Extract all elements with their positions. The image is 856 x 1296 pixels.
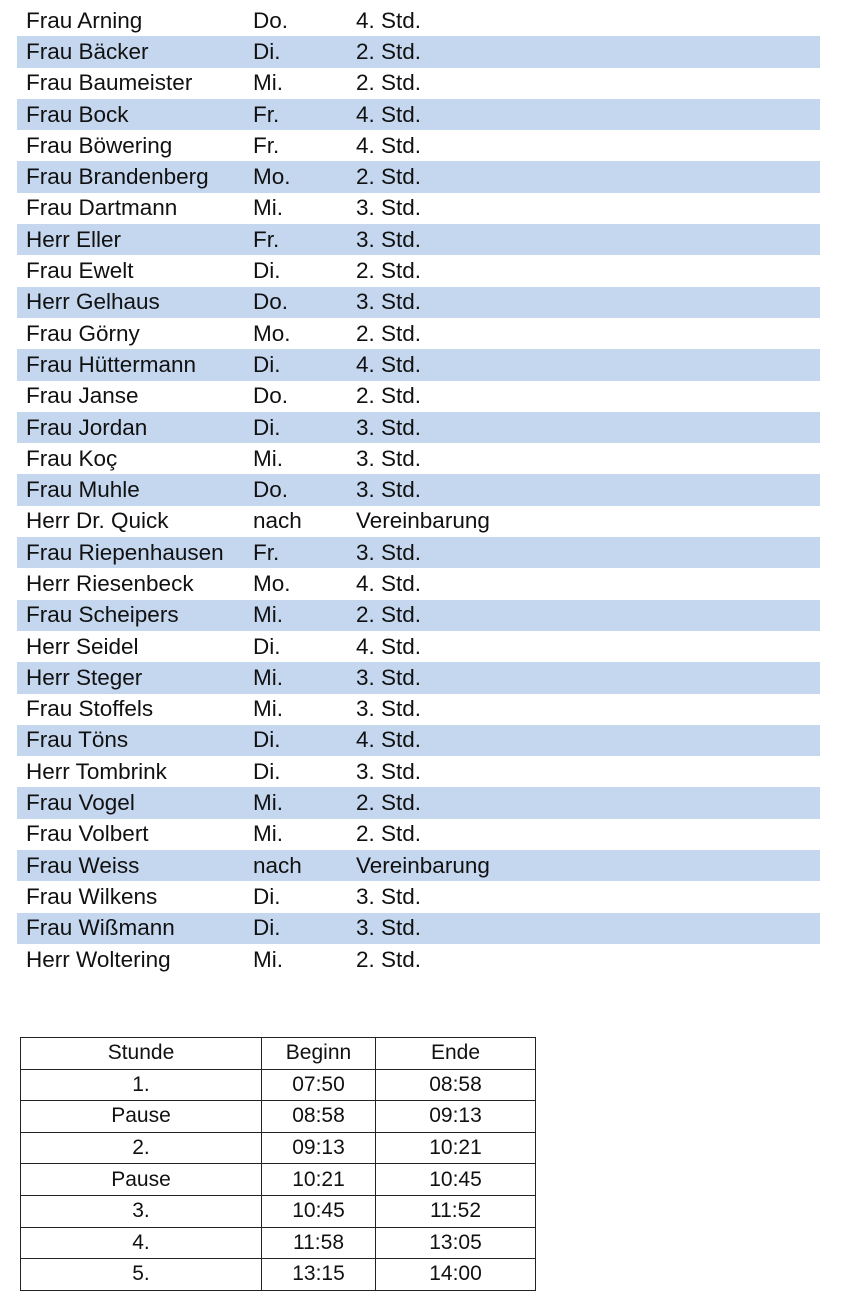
start-cell: 13:15 [262,1259,376,1291]
start-cell: 08:58 [262,1101,376,1133]
teacher-hour: 4. Std. [356,570,422,596]
teacher-name: Frau Baumeister [26,70,193,96]
teacher-row [17,193,820,224]
start-cell: 10:45 [262,1195,376,1227]
teacher-row [17,349,820,380]
header-stunde: Stunde [21,1038,262,1070]
teacher-day: nach [253,852,302,878]
teacher-name: Frau Weiss [26,852,140,878]
teacher-hour: 4. Std. [356,132,422,158]
teacher-row [17,506,820,537]
teacher-day: Di. [253,758,281,784]
teacher-name: Frau Volbert [26,821,149,847]
teacher-hour: 2. Std. [356,821,422,847]
teacher-row [17,631,820,662]
teacher-row [17,694,820,725]
teacher-row [17,662,820,693]
teacher-row [17,787,820,818]
teacher-name: Frau Jordan [26,414,148,440]
teacher-hour: 4. Std. [356,351,422,377]
teacher-hour: 3. Std. [356,414,422,440]
teacher-hour: 4. Std. [356,7,422,33]
teacher-name: Frau Dartmann [26,195,178,221]
teacher-day: Di. [253,414,281,440]
teacher-hour: 2. Std. [356,164,422,190]
teacher-hour: 2. Std. [356,946,422,972]
teacher-name: Frau Böwering [26,132,173,158]
start-cell: 07:50 [262,1069,376,1101]
teacher-name: Herr Steger [26,664,143,690]
teacher-day: Mi. [253,602,283,628]
teacher-name: Frau Vogel [26,790,135,816]
teacher-row [17,725,820,756]
teacher-row [17,537,820,568]
teacher-hour: 2. Std. [356,602,422,628]
teacher-hour: 2. Std. [356,790,422,816]
teacher-day: Di. [253,915,281,941]
teacher-hour: Vereinbarung [356,508,490,534]
period-cell: Pause [21,1101,262,1133]
schedule-row [21,1164,536,1196]
end-cell: 08:58 [376,1069,536,1101]
teacher-name: Frau Bäcker [26,38,149,64]
teacher-hour: 3. Std. [356,195,422,221]
teacher-hour: 3. Std. [356,289,422,315]
teacher-day: Do. [253,7,289,33]
teacher-day: Do. [253,383,289,409]
teacher-name: Frau Stoffels [26,696,154,722]
teacher-hour: 3. Std. [356,226,422,252]
teacher-name: Frau Riepenhausen [26,539,224,565]
teacher-day: Do. [253,289,289,315]
teacher-name: Frau Bock [26,101,129,127]
teacher-hour: 3. Std. [356,883,422,909]
period-cell: Pause [21,1164,262,1196]
teacher-name: Frau Koç [26,445,118,471]
teacher-day: Fr. [253,226,280,252]
teacher-day: Di. [253,727,281,753]
teacher-row [17,944,820,975]
teacher-day: Mo. [253,320,291,346]
teacher-name: Herr Riesenbeck [26,570,194,596]
teacher-row [17,318,820,349]
teacher-hour: 2. Std. [356,320,422,346]
teacher-day: Mi. [253,946,283,972]
end-cell: 10:45 [376,1164,536,1196]
teacher-day: Di. [253,258,281,284]
teacher-row [17,161,820,192]
teacher-name: Frau Töns [26,727,129,753]
teacher-name: Frau Wilkens [26,883,158,909]
teacher-consultation-list [17,5,820,975]
teacher-name: Herr Tombrink [26,758,167,784]
teacher-day: Mi. [253,195,283,221]
teacher-hour: 4. Std. [356,633,422,659]
schedule-row [21,1195,536,1227]
teacher-hour: 2. Std. [356,383,422,409]
teacher-day: Fr. [253,539,280,565]
teacher-row [17,255,820,286]
teacher-day: Mi. [253,445,283,471]
teacher-hour: 3. Std. [356,664,422,690]
header-ende: Ende [376,1038,536,1070]
teacher-day: Mo. [253,164,291,190]
teacher-name: Frau Görny [26,320,140,346]
schedule-row [21,1132,536,1164]
teacher-day: Mi. [253,664,283,690]
teacher-row [17,600,820,631]
schedule-row [21,1259,536,1291]
schedule-header-row [21,1038,536,1070]
teacher-name: Frau Scheipers [26,602,179,628]
schedule-row [21,1227,536,1259]
teacher-row [17,881,820,912]
end-cell: 13:05 [376,1227,536,1259]
teacher-name: Frau Janse [26,383,139,409]
teacher-day: Di. [253,38,281,64]
start-cell: 09:13 [262,1132,376,1164]
teacher-row [17,381,820,412]
teacher-name: Herr Dr. Quick [26,508,169,534]
teacher-row [17,819,820,850]
teacher-day: Do. [253,477,289,503]
teacher-name: Frau Brandenberg [26,164,209,190]
teacher-row [17,443,820,474]
teacher-row [17,99,820,130]
schedule-row [21,1069,536,1101]
period-cell: 3. [21,1195,262,1227]
teacher-hour: 3. Std. [356,539,422,565]
teacher-day: Mi. [253,696,283,722]
teacher-row [17,412,820,443]
teacher-hour: 3. Std. [356,477,422,503]
teacher-name: Frau Muhle [26,477,140,503]
period-schedule-table [20,1037,536,1291]
teacher-day: Fr. [253,132,280,158]
teacher-row [17,913,820,944]
end-cell: 09:13 [376,1101,536,1133]
teacher-hour: Vereinbarung [356,852,490,878]
end-cell: 10:21 [376,1132,536,1164]
teacher-row [17,474,820,505]
period-cell: 2. [21,1132,262,1164]
schedule-row [21,1101,536,1133]
teacher-hour: 3. Std. [356,915,422,941]
header-beginn: Beginn [262,1038,376,1070]
teacher-day: nach [253,508,302,534]
teacher-row [17,850,820,881]
teacher-day: Di. [253,633,281,659]
period-cell: 1. [21,1069,262,1101]
teacher-name: Herr Woltering [26,946,171,972]
teacher-name: Frau Wißmann [26,915,175,941]
teacher-hour: 2. Std. [356,258,422,284]
teacher-row [17,568,820,599]
teacher-name: Frau Arning [26,7,143,33]
teacher-name: Herr Gelhaus [26,289,160,315]
start-cell: 11:58 [262,1227,376,1259]
teacher-hour: 4. Std. [356,101,422,127]
teacher-day: Mi. [253,70,283,96]
teacher-day: Di. [253,351,281,377]
teacher-name: Frau Hüttermann [26,351,197,377]
teacher-name: Frau Ewelt [26,258,134,284]
teacher-row [17,130,820,161]
teacher-day: Mi. [253,790,283,816]
teacher-day: Mi. [253,821,283,847]
teacher-hour: 3. Std. [356,445,422,471]
teacher-day: Di. [253,883,281,909]
teacher-row [17,224,820,255]
teacher-name: Herr Eller [26,226,122,252]
start-cell: 10:21 [262,1164,376,1196]
period-cell: 4. [21,1227,262,1259]
teacher-row [17,36,820,67]
teacher-row [17,756,820,787]
teacher-hour: 3. Std. [356,758,422,784]
period-cell: 5. [21,1259,262,1291]
end-cell: 14:00 [376,1259,536,1291]
teacher-day: Mo. [253,570,291,596]
teacher-row [17,68,820,99]
teacher-name: Herr Seidel [26,633,139,659]
teacher-hour: 3. Std. [356,696,422,722]
teacher-hour: 2. Std. [356,38,422,64]
teacher-day: Fr. [253,101,280,127]
teacher-hour: 2. Std. [356,70,422,96]
teacher-hour: 4. Std. [356,727,422,753]
end-cell: 11:52 [376,1195,536,1227]
teacher-row [17,5,820,36]
teacher-row [17,287,820,318]
